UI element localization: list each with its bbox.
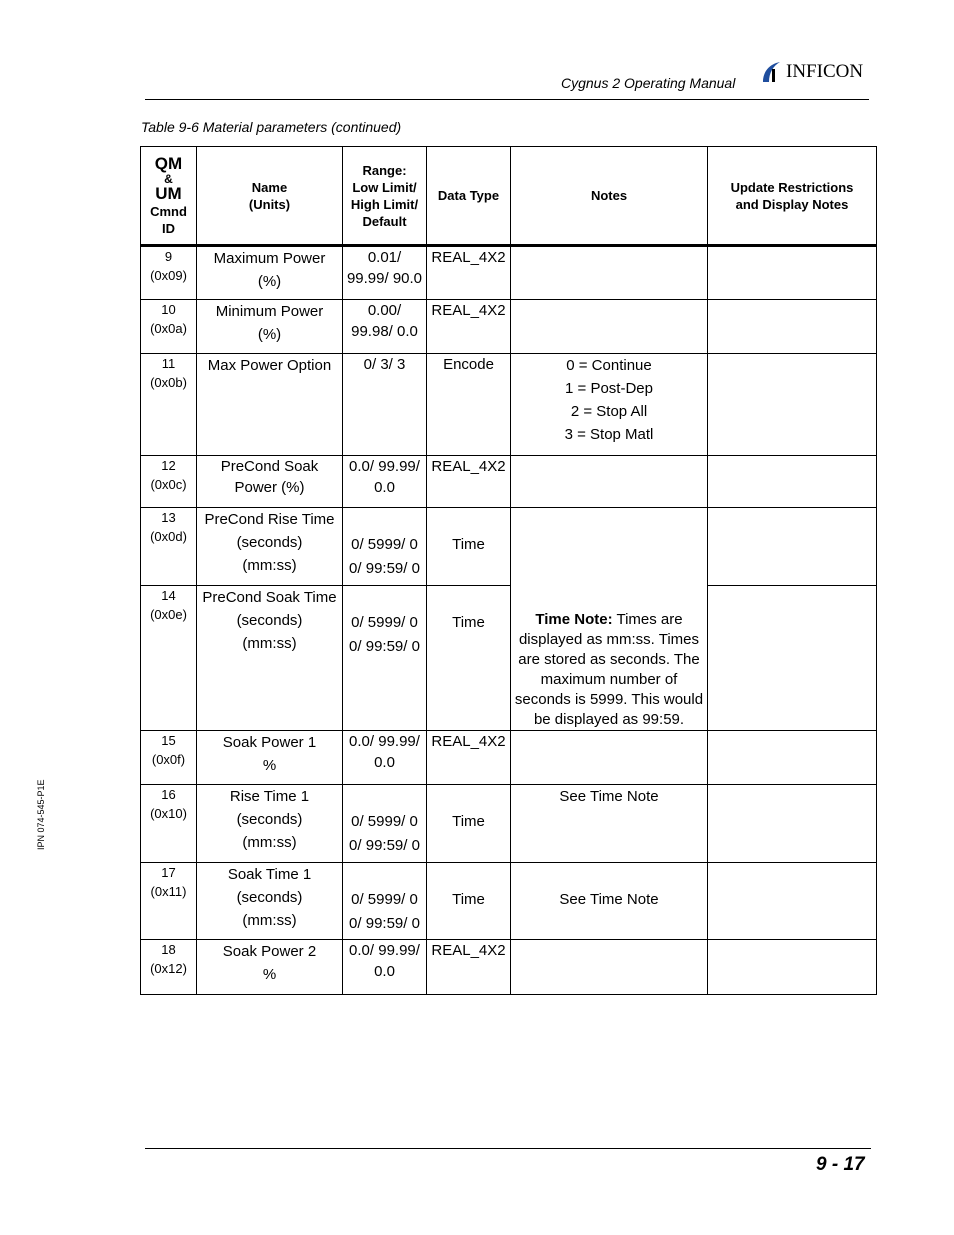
- cell-id: 11 (0x0b): [141, 354, 197, 456]
- cell-name: PreCond Soak Power (%): [197, 456, 343, 508]
- cell-id: 13 (0x0d): [141, 508, 197, 586]
- cell-id: 12 (0x0c): [141, 456, 197, 508]
- cell-id: 17 (0x11): [141, 863, 197, 940]
- cell-update: [708, 508, 877, 586]
- header-name: Name (Units): [197, 147, 343, 246]
- time-note-cell: Time Note: Times are displayed as mm:ss. Times are stored as seconds. The maximum number of seconds is 5999. This would be displayed as 99:59.: [511, 508, 708, 731]
- cell-data-type: REAL_4X2: [427, 246, 511, 300]
- cell-data-type: Time: [427, 508, 511, 586]
- cell-notes: [511, 246, 708, 300]
- cell-update: [708, 300, 877, 354]
- cell-range: 0/ 5999/ 0 0/ 99:59/ 0: [343, 586, 427, 731]
- cell-id: 15 (0x0f): [141, 731, 197, 785]
- cell-id: 14 (0x0e): [141, 586, 197, 731]
- cell-update: [708, 246, 877, 300]
- header-notes: Notes: [511, 147, 708, 246]
- cell-name: PreCond Soak Time (seconds) (mm:ss): [197, 586, 343, 731]
- cell-update: [708, 354, 877, 456]
- table-row: [141, 354, 877, 456]
- cell-name: Soak Time 1 (seconds) (mm:ss): [197, 863, 343, 940]
- page-number: 9 - 17: [816, 1154, 865, 1175]
- cell-notes: [511, 940, 708, 995]
- cell-data-type: Encode: [427, 354, 511, 456]
- table-caption: Table 9-6 Material parameters (continued): [141, 119, 402, 135]
- manual-title: Cygnus 2 Operating Manual: [561, 75, 736, 91]
- table-row: [141, 731, 877, 785]
- cell-range: 0.00/ 99.98/ 0.0: [343, 300, 427, 354]
- cell-range: 0.01/ 99.99/ 90.0: [343, 246, 427, 300]
- table-row: [141, 586, 877, 731]
- table-row: [141, 456, 877, 508]
- header-data-type: Data Type: [427, 147, 511, 246]
- cell-update: [708, 731, 877, 785]
- logo-text: INFICON: [786, 61, 864, 82]
- table-row: [141, 300, 877, 354]
- cell-notes: [511, 300, 708, 354]
- cell-name: Max Power Option: [197, 354, 343, 456]
- cell-data-type: REAL_4X2: [427, 456, 511, 508]
- header-rule: [145, 99, 869, 100]
- cell-notes: [511, 731, 708, 785]
- cell-data-type: REAL_4X2: [427, 940, 511, 995]
- cell-range: 0/ 5999/ 0 0/ 99:59/ 0: [343, 508, 427, 586]
- header-update-restrictions: Update Restrictions and Display Notes: [708, 147, 877, 246]
- cell-range: 0.0/ 99.99/ 0.0: [343, 456, 427, 508]
- cell-name: Minimum Power (%): [197, 300, 343, 354]
- cell-update: [708, 456, 877, 508]
- cell-range: 0/ 5999/ 0 0/ 99:59/ 0: [343, 785, 427, 863]
- cell-name: Soak Power 2 %: [197, 940, 343, 995]
- footer-rule: [145, 1148, 871, 1149]
- cell-data-type: REAL_4X2: [427, 731, 511, 785]
- cell-range: 0/ 3/ 3: [343, 354, 427, 456]
- cell-notes: [511, 456, 708, 508]
- cell-range: 0.0/ 99.99/ 0.0: [343, 731, 427, 785]
- header-id: QM & UM Cmnd ID: [141, 147, 197, 246]
- inficon-logo-icon: [760, 60, 784, 84]
- cell-id: 9 (0x09): [141, 246, 197, 300]
- cell-id: 16 (0x10): [141, 785, 197, 863]
- material-parameters-table: [140, 146, 877, 995]
- cell-id: 10 (0x0a): [141, 300, 197, 354]
- cell-data-type: Time: [427, 785, 511, 863]
- cell-range: 0/ 5999/ 0 0/ 99:59/ 0: [343, 863, 427, 940]
- cell-name: Maximum Power (%): [197, 246, 343, 300]
- cell-name: PreCond Rise Time (seconds) (mm:ss): [197, 508, 343, 586]
- cell-data-type: Time: [427, 586, 511, 731]
- table-row: [141, 508, 877, 586]
- table-row: [141, 863, 877, 940]
- cell-name: Soak Power 1 %: [197, 731, 343, 785]
- table-header-row: [141, 147, 877, 246]
- table-row: [141, 246, 877, 300]
- cell-update: [708, 863, 877, 940]
- document-ipn: IPN 074-545-P1E: [36, 779, 46, 850]
- cell-notes: See Time Note: [511, 863, 708, 940]
- table-row: [141, 785, 877, 863]
- cell-notes: See Time Note: [511, 785, 708, 863]
- cell-id: 18 (0x12): [141, 940, 197, 995]
- header-range: Range: Low Limit/ High Limit/ Default: [343, 147, 427, 246]
- table-row: [141, 940, 877, 995]
- cell-data-type: REAL_4X2: [427, 300, 511, 354]
- cell-range: 0.0/ 99.99/ 0.0: [343, 940, 427, 995]
- cell-data-type: Time: [427, 863, 511, 940]
- cell-update: [708, 785, 877, 863]
- company-logo: [760, 60, 872, 84]
- cell-update: [708, 940, 877, 995]
- cell-name: Rise Time 1 (seconds) (mm:ss): [197, 785, 343, 863]
- cell-notes: 0 = Continue 1 = Post-Dep 2 = Stop All 3 = Stop Matl: [511, 354, 708, 456]
- cell-update: [708, 586, 877, 731]
